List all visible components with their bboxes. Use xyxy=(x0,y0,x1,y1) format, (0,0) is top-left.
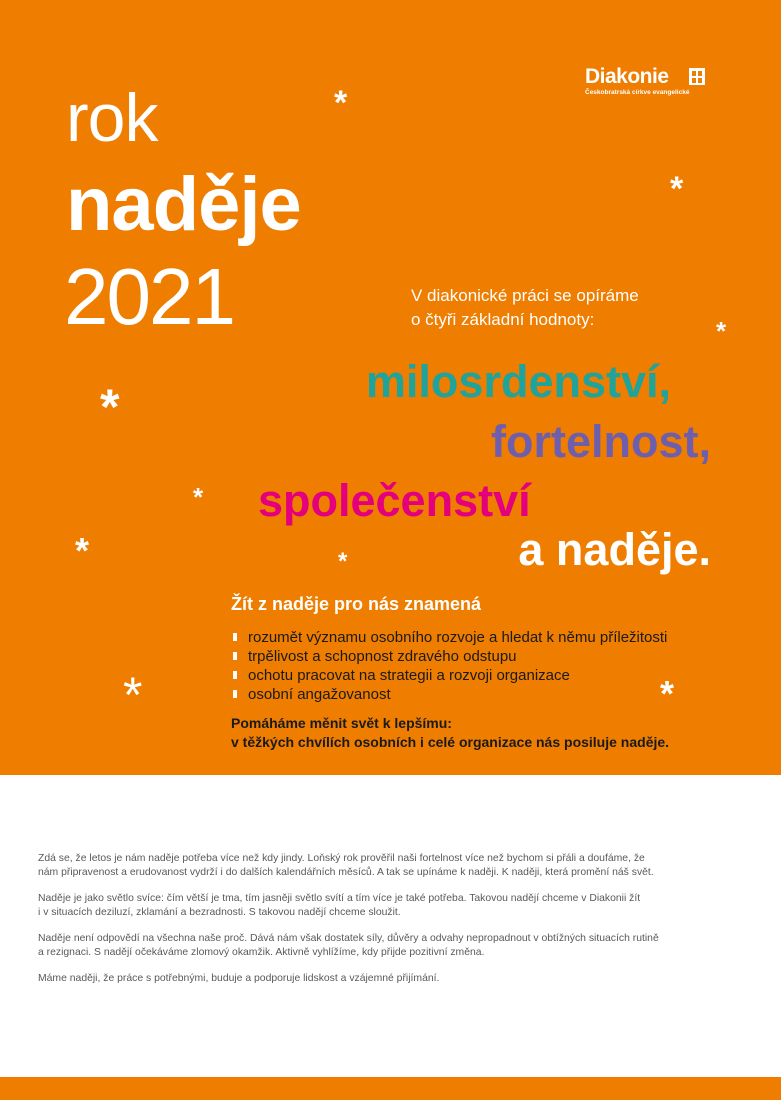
diakonie-logo xyxy=(585,66,715,96)
paragraph-line: nám připravenost a erudovanost vydrží i do dalších kalendářních měsíců. A tak se upínáme k naději. K naději, která promění náš svět. xyxy=(38,867,654,878)
logo-wordmark: Diakonie xyxy=(585,65,669,88)
value-nadeje: a naděje. xyxy=(518,524,711,575)
star-icon: * xyxy=(123,667,143,723)
closing-line-1: Pomáháme měnit svět k lepšímu: xyxy=(231,715,452,731)
headline-rok: rok xyxy=(66,80,158,156)
intro-text xyxy=(411,284,639,332)
star-icon: * xyxy=(334,84,348,122)
paragraph xyxy=(38,852,738,880)
value-spolecenstvi: společenství xyxy=(258,475,531,526)
body-text xyxy=(38,852,738,998)
star-icon: * xyxy=(660,673,675,714)
value-milosrdenstvi: milosrdenství, xyxy=(365,356,671,407)
list-item: ochotu pracovat na strategii a rozvoji organizace xyxy=(231,666,667,685)
paragraph xyxy=(38,892,738,920)
star-icon: * xyxy=(100,379,120,435)
paragraph-line: Máme naději, že práce s potřebnými, buduje a podporuje lidskost a vzájemné přijímání. xyxy=(38,973,440,984)
closing-line-2: v těžkých chvílích osobních i celé organizace nás posiluje naděje. xyxy=(231,734,670,750)
list-item: trpělivost a schopnost zdravého odstupu xyxy=(231,647,667,666)
paragraph xyxy=(38,932,738,960)
star-icon: * xyxy=(75,530,90,571)
headline-nadeje: naděje xyxy=(66,162,301,247)
headline-year: 2021 xyxy=(64,252,234,341)
star-icon: * xyxy=(670,170,684,208)
star-icon: * xyxy=(716,316,727,346)
meaning-heading: Žít z naděje pro nás znamená xyxy=(231,594,482,614)
footer-bar xyxy=(0,1077,781,1100)
intro-line-1: V diakonické práci se opíráme xyxy=(411,286,639,305)
list-item: rozumět významu osobního rozvoje a hledat k němu příležitosti xyxy=(231,628,667,647)
paragraph-line: Naděje je jako světlo svíce: čím větší je tma, tím jasněji světlo svítí a tím více je také potřeba. Takovou nadějí chceme v Diakonii žít xyxy=(38,893,641,904)
paragraph-line: Zdá se, že letos je nám naděje potřeba více než kdy jindy. Loňský rok prověřil naši fortelnost více než bychom si přáli a doufáme, že xyxy=(38,853,645,864)
paragraph xyxy=(38,972,738,986)
logo-subtitle: Českobratrská církve evangelické xyxy=(585,89,690,96)
paragraph-line: Naděje není odpovědí na všechna naše proč. Dává nám však dostatek síly, důvěry a odvahy nepropadnout v obtížných situacích rutině xyxy=(38,933,659,944)
list-item: osobní angažovanost xyxy=(231,685,667,704)
cross-logo-icon xyxy=(689,68,705,85)
value-fortelnost: fortelnost, xyxy=(491,416,711,467)
meaning-list xyxy=(231,628,667,704)
intro-line-2: o čtyři základní hodnoty: xyxy=(411,310,595,329)
paragraph-line: a rezignaci. S nadějí očekáváme zlomový okamžik. Aktivně vyhlížíme, kdy přijde pozitivní změna. xyxy=(38,947,485,958)
closing-statement xyxy=(231,714,669,752)
star-icon: * xyxy=(193,482,204,512)
star-icon: * xyxy=(338,548,348,575)
paragraph-line: i v situacích deziluzí, zklamání a bezradnosti. S takovou nadějí chceme sloužit. xyxy=(38,907,401,918)
